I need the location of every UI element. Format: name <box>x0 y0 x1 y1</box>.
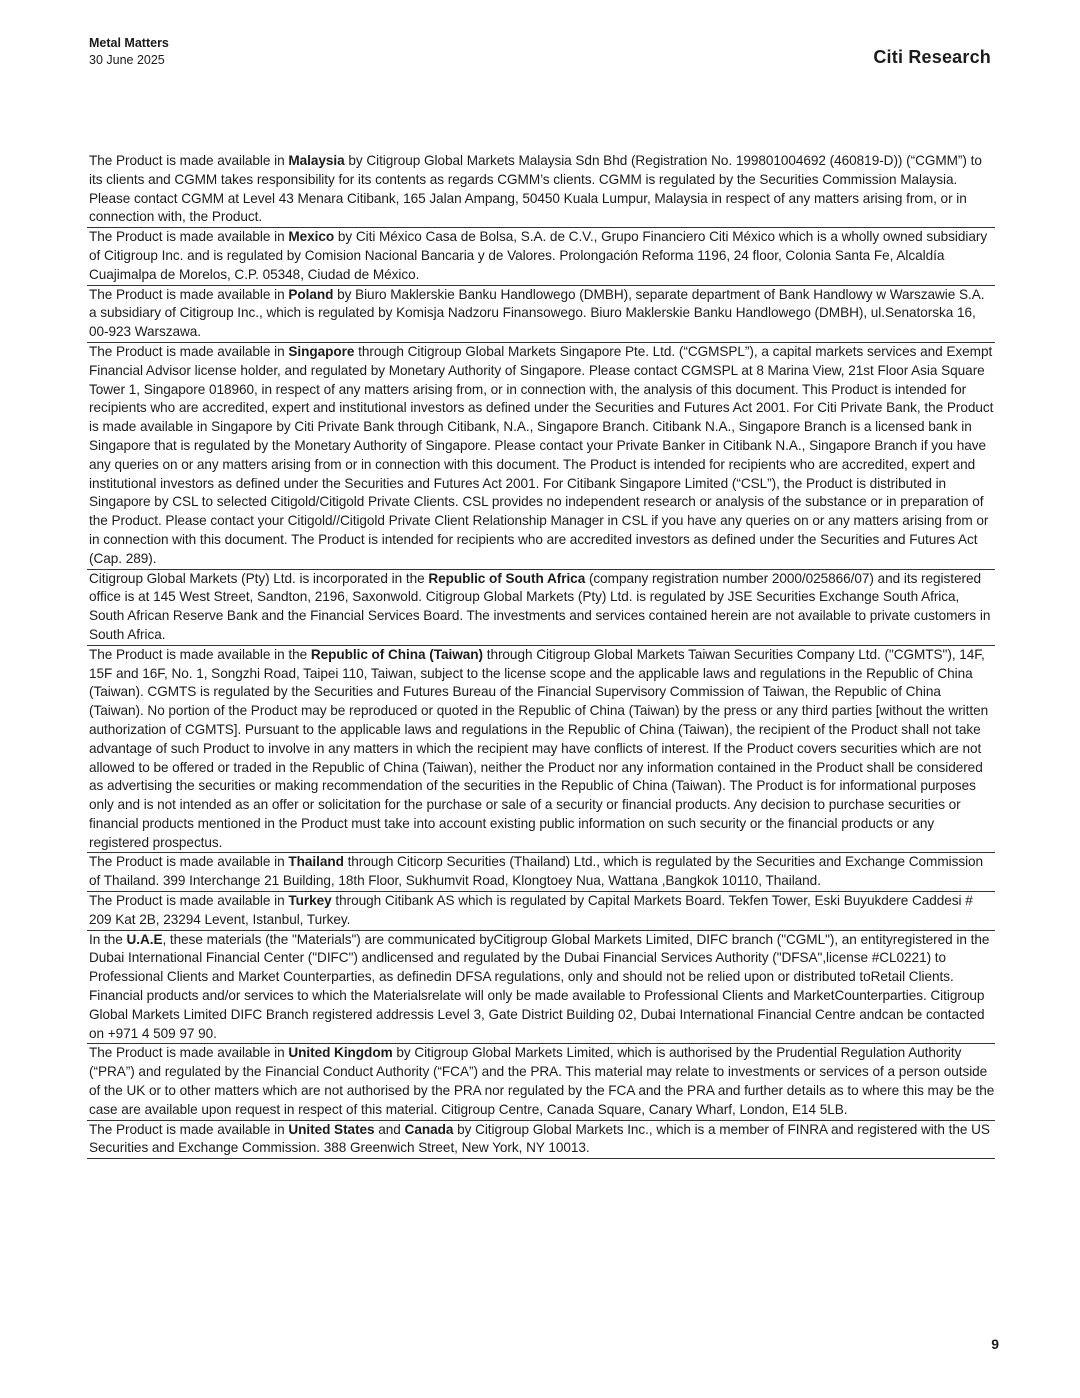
country-name: Turkey <box>288 893 332 909</box>
country-name: United States <box>288 1121 375 1137</box>
report-header <box>89 35 169 69</box>
disclosure-text-pre: In the <box>89 931 127 947</box>
disclosure-text-mid: and <box>374 1121 405 1137</box>
disclosure-text-pre: The Product is made available in <box>89 854 289 870</box>
disclosure-text-pre: The Product is made available in <box>89 1045 289 1061</box>
brand-logo-text: Citi Research <box>873 47 991 67</box>
disclosure-text-pre: Citigroup Global Markets (Pty) Ltd. is incorporated in the <box>89 570 429 586</box>
disclosure-text-pre: The Product is made available in <box>89 286 289 302</box>
disclosure-text: through Citicorp Securities (Thailand) Ltd., which is regulated by the Securities and Exchange Commission of Thailand. 399 Interchange 21 Building, 18th Floor, Sukhumvit Road, Klongtoey Nua, Wattana ,Bangkok 10110, Thailand. <box>89 854 984 889</box>
disclosure-south-africa <box>87 570 995 646</box>
disclosure-text-pre: The Product is made available in <box>89 153 289 168</box>
disclosure-text-pre: The Product is made available in <box>89 343 289 359</box>
disclosure-text-pre: The Product is made available in <box>89 893 289 909</box>
publication-date: 30 June 2025 <box>89 53 165 67</box>
disclosure-text: (company registration number 2000/025866/07) and its registered office is at 145 West Street, Sandton, 2196, Saxonwold. Citigroup Global Markets (Pty) Ltd. is regulated by JSE Securities Exchange South Africa, South African Reserve Bank and the Financial Services Board. The investments and services contained herein are not available to private customers in South Africa. <box>89 570 991 642</box>
country-name: Republic of South Africa <box>428 570 586 586</box>
disclosure-thailand <box>87 853 995 892</box>
publication-title: Metal Matters <box>89 36 169 50</box>
disclosure-singapore <box>87 343 995 570</box>
country-name: Malaysia <box>288 153 345 168</box>
disclosure-text: by Citi México Casa de Bolsa, S.A. de C.V., Grupo Financiero Citi México which is a wholly owned subsidiary of Citigroup Inc. and is regulated by Comision Nacional Bancaria y de Valores. Prolongación Reforma 1196, 24 floor, Colonia Santa Fe, Alcaldía Cuajimalpa de Morelos, C.P. 05348, Ciudad de México. <box>89 229 988 282</box>
page-number: 9 <box>991 1336 999 1352</box>
disclosure-text: by Citigroup Global Markets Malaysia Sdn Bhd (Registration No. 199801004692 (460819-D)) (“CGMM”) to its clients and CGMM takes responsibility for its contents as regards CGMM’s clients. CGMM is regulated by the Securities Commission Malaysia. Please contact CGMM at Level 43 Menara Citibank, 165 Jalan Ampang, 50450 Kuala Lumpur, Malaysia in respect of any matters arising from, or in connection with, the Product. <box>89 153 982 225</box>
disclosure-uae <box>87 931 995 1045</box>
disclosure-united-states-canada <box>87 1121 995 1160</box>
country-disclosures <box>87 152 995 1159</box>
disclosure-text: , these materials (the "Materials") are communicated byCitigroup Global Markets Limited, DIFC branch ("CGML"), an entityregistered in the Dubai International Financial Center ("DIFC") andlicensed and regulated by the Dubai Financial Services Authority ("DFSA",license #CL0221) to Professional Clients and Market Counterparties, as definedin DFSA regulations, only and should not be relied upon or distributed toRetail Clients. Financial products and/or services to which the Materialsrelate will only be made available to Professional Clients and MarketCounterparties. Citigroup Global Markets Limited DIFC Branch registered addressis Level 3, Gate District Building 02, Dubai International Financial Centre andcan be contacted on +971 4 509 97 90. <box>89 931 990 1041</box>
disclosure-text: by Citigroup Global Markets Inc., which is a member of FINRA and registered with the US Securities and Exchange Commission. 388 Greenwich Street, New York, NY 10013. <box>89 1121 990 1156</box>
country-name: Poland <box>288 286 334 302</box>
disclosure-mexico <box>87 228 995 285</box>
disclosure-text: by Citigroup Global Markets Limited, which is authorised by the Prudential Regulation Authority (“PRA”) and regulated by the Financial Conduct Authority (“FCA”) and the PRA. This material may relate to investments or services of a person outside of the UK or to other matters which are not authorised by the PRA nor regulated by the FCA and the PRA and further details as to where this may be the case are available upon request in respect of this material. Citigroup Centre, Canada Square, Canary Wharf, London, E14 5LB. <box>89 1045 995 1117</box>
disclosure-united-kingdom <box>87 1044 995 1120</box>
disclosure-text-pre: The Product is made available in the <box>89 646 311 662</box>
country-name: U.A.E <box>126 931 163 947</box>
country-name: Republic of China (Taiwan) <box>310 646 483 662</box>
disclosure-malaysia <box>87 152 995 228</box>
disclosure-text: through Citigroup Global Markets Singapore Pte. Ltd. (“CGMSPL”), a capital markets services and Exempt Financial Advisor license holder, and regulated by Monetary Authority of Singapore. Please contact CGMSPL at 8 Marina View, 21st Floor Asia Square Tower 1, Singapore 018960, in respect of any matters arising from, or in connection with, the analysis of this document. This Product is intended for recipients who are accredited, expert and institutional investors as defined under the Securities and Futures Act 2001. For Citi Private Bank, the Product is made available in Singapore by Citi Private Bank through Citibank, N.A., Singapore Branch. Citibank N.A., Singapore Branch is a licensed bank in Singapore that is regulated by the Monetary Authority of Singapore. Please contact your Private Banker in Citibank N.A., Singapore Branch if you have any queries on or any matters arising from or in connection with this document. The Product is intended for recipients who are accredited, expert and institutional investors as defined under the Securities and Futures Act 2001. For Citibank Singapore Limited (“CSL”), the Product is distributed in Singapore by CSL to selected Citigold/Citigold Private Clients. CSL provides no independent research or analysis of the substance or in preparation of the Product. Please contact your Citigold//Citigold Private Client Relationship Manager in CSL if you have any queries on or any matters arising from or in connection with this document. The Product is intended for recipients who are accredited investors as defined under the Securities and Futures Act (Cap. 289). <box>89 343 994 566</box>
disclosure-poland <box>87 286 995 343</box>
disclosure-text: through Citigroup Global Markets Taiwan Securities Company Ltd. ("CGMTS"), 14F, 15F and 16F, No. 1, Songzhi Road, Taipei 110, Taiwan, subject to the license scope and the applicable laws and regulations in the Republic of China (Taiwan). CGMTS is regulated by the Securities and Futures Bureau of the Financial Supervisory Commission of Taiwan, the Republic of China (Taiwan). No portion of the Product may be reproduced or quoted in the Republic of China (Taiwan) by the press or any third parties [without the written authorization of CGMTS]. Pursuant to the applicable laws and regulations in the Republic of China (Taiwan), the recipient of the Product shall not take advantage of such Product to involve in any matters in which the recipient may have conflicts of interest. If the Product covers securities which are not allowed to be offered or traded in the Republic of China (Taiwan), neither the Product nor any information contained in the Product shall be considered as advertising the securities or making recommendation of the securities in the Republic of China (Taiwan). The Product is for informational purposes only and is not intended as an offer or solicitation for the purchase or sale of a security or financial products. Any decision to purchase securities or financial products mentioned in the Product must take into account existing public information on such security or the financial products or any registered prospectus. <box>89 646 989 850</box>
country-name-2: Canada <box>404 1121 454 1137</box>
disclosure-turkey <box>87 892 995 931</box>
disclosure-taiwan <box>87 646 995 854</box>
country-name: United Kingdom <box>288 1045 393 1061</box>
country-name: Mexico <box>288 229 335 245</box>
disclosure-text-pre: The Product is made available in <box>89 1121 289 1137</box>
disclosure-text: by Biuro Maklerskie Banku Handlowego (DMBH), separate department of Bank Handlowy w Warszawie S.A. a subsidiary of Citigroup Inc., which is regulated by Komisja Nadzoru Finansowego. Biuro Maklerskie Banku Handlowego (DMBH), ul.Senatorska 16, 00-923 Warszawa. <box>89 286 985 340</box>
country-name: Thailand <box>288 854 344 870</box>
country-name: Singapore <box>288 343 355 359</box>
disclosure-text: through Citibank AS which is regulated by Capital Markets Board. Tekfen Tower, Eski Buyukdere Caddesi # 209 Kat 2B, 23294 Levent, Istanbul, Turkey. <box>89 893 973 927</box>
disclosure-text-pre: The Product is made available in <box>89 229 289 245</box>
